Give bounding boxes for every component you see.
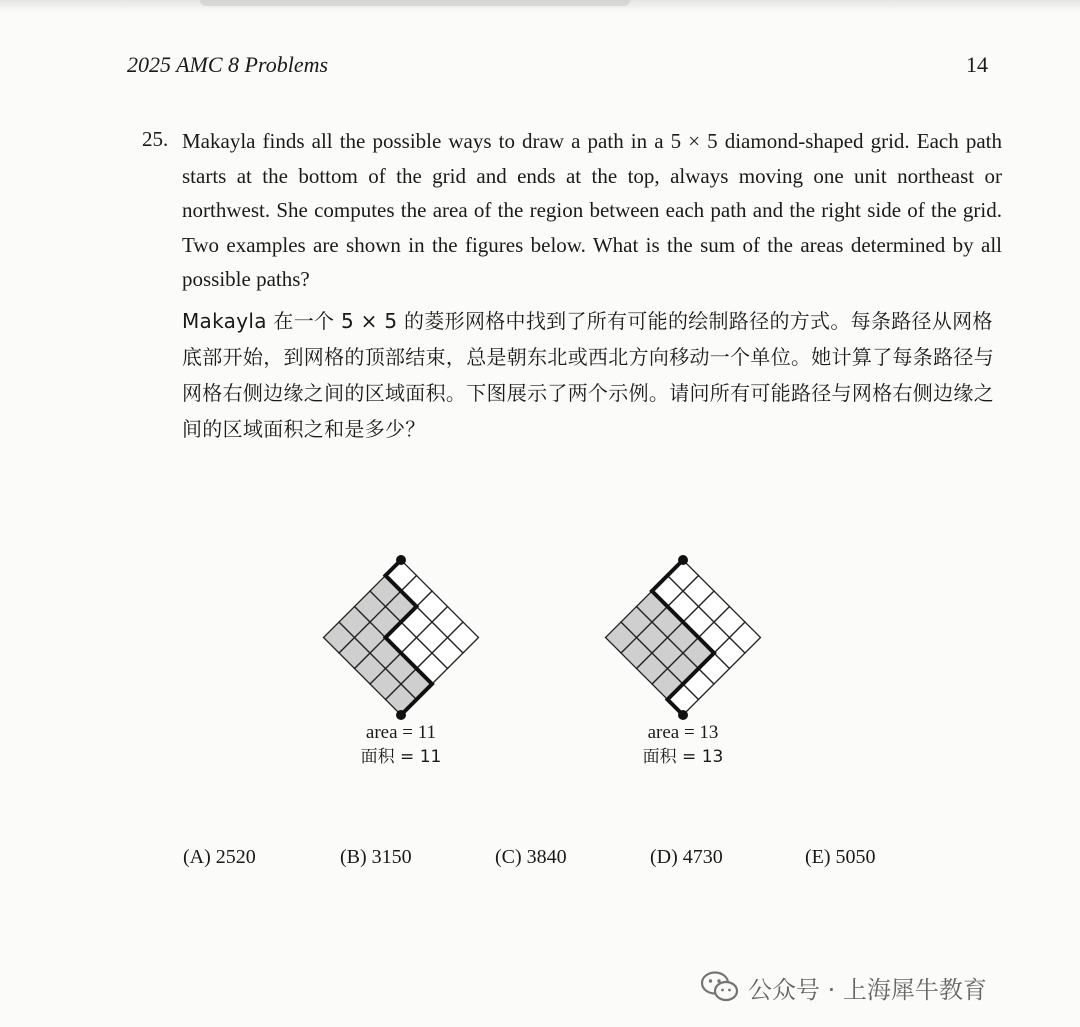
choice-b[interactable]: (B) 3150	[340, 846, 412, 868]
answer-choices	[183, 846, 943, 876]
figures	[280, 482, 820, 782]
figure-1-caption-en: area = 11	[365, 722, 437, 743]
problem-text-english: Makayla finds all the possible ways to draw a path in a 5 × 5 diamond-shaped grid. Each path starts at the bottom of the grid and ends at the top, always moving one unit northeast or northwest. She computes the area of the region between each path and the right side of the grid. Two examples are shown in the figures below. What is the sum of the areas determined by all possible paths?	[182, 129, 1002, 291]
problem-number: 25.	[142, 127, 169, 151]
choice-c[interactable]: (C) 3840	[495, 846, 567, 868]
binder-shadow	[200, 0, 630, 6]
page-header-title: 2025 AMC 8 Problems	[127, 52, 329, 77]
problem-text-chinese: Makayla 在一个 5 × 5 的菱形网格中找到了所有可能的绘制路径的方式。每条路径从网格底部开始，到网格的顶部结束，总是朝东北或西北方向移动一个单位。她计算了每条路径与网格右侧边缘之间的区域面积。下图展示了两个示例。请问所有可能路径与网格右侧边缘之间的区域面积之和是多少？	[182, 309, 994, 441]
figures-svg	[280, 482, 820, 722]
figure-2-caption-zh: 面积 = 13	[642, 747, 724, 767]
choice-d[interactable]: (D) 4730	[650, 846, 723, 868]
figure-2-caption-en: area = 13	[647, 722, 719, 743]
wechat-icon	[700, 970, 740, 1004]
end-point	[396, 555, 406, 565]
figure-1-caption-zh: 面积 = 11	[360, 747, 442, 767]
figure-1-grid	[324, 555, 479, 720]
start-point	[678, 710, 688, 720]
choice-a[interactable]: (A) 2520	[183, 846, 256, 868]
choice-e[interactable]: (E) 5050	[805, 846, 876, 868]
page-number: 14	[966, 52, 988, 77]
watermark-text: 公众号 · 上海犀牛教育	[748, 975, 987, 1004]
start-point	[396, 710, 406, 720]
end-point	[678, 555, 688, 565]
watermark	[700, 968, 987, 1006]
figure-2-grid	[606, 555, 761, 720]
